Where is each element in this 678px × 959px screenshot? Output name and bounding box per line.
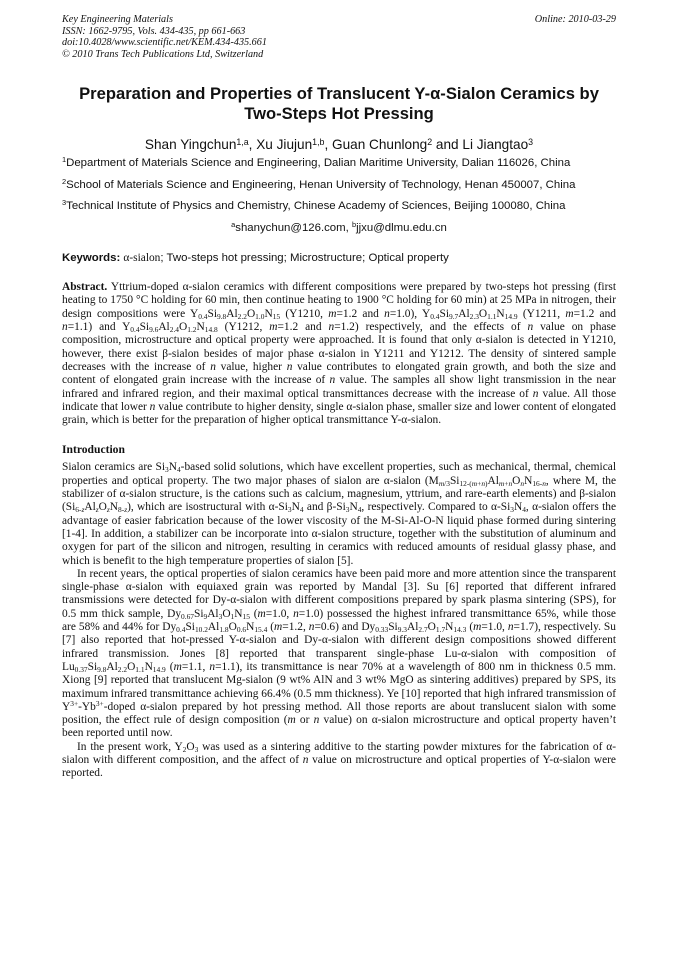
online-date: Online: 2010-03-29 [534, 14, 616, 25]
abstract-label: Abstract. [62, 281, 108, 294]
affiliation-2 [62, 176, 616, 192]
affiliation-3 [62, 197, 616, 213]
email-address[interactable]: jjxu@dlmu.edu.cn [356, 221, 447, 234]
author-affiliation-mark: 1,a [236, 136, 249, 147]
journal-copyright: © 2010 Trans Tech Publications Ltd, Switzerland [62, 48, 264, 60]
journal-name: Key Engineering Materials [62, 14, 173, 25]
author-affiliation-mark: 1,b [312, 136, 325, 147]
email-address[interactable]: shanychun@126.com [235, 221, 346, 234]
author-emails: $^a$shanychun@126.com, $^b$jjxu@dlmu.edu.cn [231, 219, 447, 234]
intro-paragraph-3: In the present work, $Y_2O_3$ was used as a sintering additive to the starting powder mixtures for the fabrication of α-sialon with different composition, and the affect of n value on microstructure and optical properties of Y-α-sialon were reported. [62, 740, 616, 780]
author-affiliation-mark: 3 [528, 136, 534, 147]
keywords-label: Keywords: [62, 252, 121, 265]
author-name: Xu Jiujun [256, 137, 313, 153]
journal-issn: ISSN: 1662-9795, Vols. 434-435, pp 661-663 [62, 25, 246, 37]
author-list [62, 136, 616, 153]
introduction-body [62, 461, 616, 780]
keywords [62, 251, 616, 265]
affiliations [62, 157, 616, 235]
paper-title [62, 84, 616, 124]
affiliation-1 [62, 157, 616, 170]
keywords-rest: ; Two-steps hot pressing; Microstructure; Optical property [160, 252, 449, 265]
email-mark: b [351, 219, 357, 229]
affiliation-number: 3 [62, 197, 67, 207]
affiliation-text: Technical Institute of Physics and Chemistry, Chinese Academy of Sciences, Beijing 100080, China [66, 199, 566, 212]
author-name: Li Jiangtao [462, 137, 529, 153]
author-name: Guan Chunlong [332, 137, 428, 153]
introduction-heading: Introduction [62, 443, 125, 457]
affiliation-number: 2 [62, 176, 67, 186]
email-mark: a [231, 219, 236, 229]
author-separator: and [432, 137, 463, 153]
paper-title-line-2: Two-Steps Hot Pressing [244, 104, 434, 124]
journal-doi: doi:10.4028/www.scientific.net/KEM.434-435.661 [62, 37, 267, 49]
intro-paragraph-1: Sialon ceramics are $Si_3N_4$-based solid solutions, which have excellent properties, such as mechanical, thermal, chemical properties and optical property. The two major phases of sialon are α-sialon ($M_{m/3}Si_{12-(m+n)}Al_{m+n}O_nN_{16-n}$, where M, the stabilizer of α-sialon structure, is the cations such as calcium, magnesium, yttrium, and rare-earth elements) and β-sialon $(Si_{6-z}Al_zO_zN_{8-z})$, which are isostructural with $\alpha-Si_3N_4$ and $\beta-Si_3N_4$, respectively. Compared to $\alpha-Si_3N_4$, α-sialon offers the advantage of easier fabrication because of the lower viscosity of the M-Si-Al-O-N liquid phase formed during sintering [1-4]. In addition, a stabilizer can be incorporate into α-sialon structure, together with the substitution of aluminum and oxygen for part of the silicon and nitrogen, resulting in ceramics with reduced amounts of residual glassy phase, and which is benefit to the high temperature properties of sialon [5]. [62, 461, 616, 567]
abstract: Abstract. Yttrium-doped α-sialon ceramics with different compositions were prepared by two-steps hot pressing (first heating to 1750 °C holding for 60 min, then continue heating to 1900 °C holding for 60 min) at 25 MPa in nitrogen, their design compositions were $Y_{0.4}Si_{9.8}Al_{2.2}O_{1.0}N_{15}$ (Y1210, m=1.2 and n=1.0), $Y_{0.4}Si_{9.7}Al_{2.3}O_{1.1}N_{14.9}$ (Y1211, m=1.2 and n=1.1) and $Y_{0.4}Si_{9.6}Al_{2.4}O_{1.2}N_{14.8}$ (Y1212, m=1.2 and n=1.2) respectively, and the effects of n value on phase composition, microstructure and optical property were approached. It is found that only α-sialon is detected in Y1210, however, there exist β-sialon besides of major phase α-sialon in Y1211 and Y1212. The density of sintered sample decreases with the increase of n value, higher n value contributes to elongated grain growth, and both the size and content of elongated grain increase with the increase of n value. The samples all show light transmission in the near infrared and infrared region, and their maximal optical transmittances decrease with the increase of n value. All those indicate that lower n value contribute to higher density, single α-sialon phase, smaller size and lower content of elongated grain, which is better for the preparation of higher optical transmittance Y-α-sialon. [62, 281, 617, 427]
author-separator: , [248, 137, 257, 153]
paper-page [62, 14, 616, 781]
paper-title-line-1: Preparation and Properties of Translucent Y-α-Sialon Ceramics by [79, 84, 599, 104]
author-name: Shan Yingchun [144, 137, 237, 153]
affiliation-text: School of Materials Science and Engineering, Henan University of Technology, Henan 450007, China [66, 178, 576, 191]
author-affiliation-mark: 2 [427, 136, 433, 147]
intro-paragraph-2: In recent years, the optical properties of sialon ceramics have been paid more and more attention since the transparent single-phase α-sialon with equiaxed grain was reported by Mandal [3]. Su [6] reported that different infrared transmissions were detected for Dy-α-sialon with different compositions prepared by spark plasma sintering (SPS), for 0.5 mm thick sample, $Dy_{0.67}Si_9Al_3O_1N_{15}$ (m=1.0, n=1.0) possessed the highest infrared transmittance 65%, while those are 58% and 44% for $Dy_{0.4}Si_{10.2}Al_{1.8}O_{0.6}N_{15.4}$ (m=1.2, n=0.6) and $Dy_{0.33}Si_{9.3}Al_{2.7}O_{1.7}N_{14.3}$ (m=1.0, n=1.7), respectively. Su [7] also reported that hot-pressed Y-α-sialon and Dy-α-sialon with different design compositions showed different infrared transmission. Jones [8] reported that transparent single-phase Lu-α-sialon with composition of $Lu_{0.37}Si_{9.8}Al_{2.2}O_{1.1}N_{14.9}$ (m=1.1, n=1.1), its transmittance is near 70% at a wavelength of 800 nm in thickness 0.5 mm. Xiong [9] reported that translucent Mg-sialon (9 wt% AlN and 3 wt% MgO as sintering additives) prepared by SPS, its maximum infrared transmittance achieving 66.4% (0.5 mm thickness). Ye [10] reported that high infrared transmission of $Y^{3+}-Yb^{3+}$-doped α-sialon prepared by hot pressing method. All those reports are about translucent sialon with some position, the effect rule of design composition (m or n value) on α-sialon microstructure and optical property haven’t been reported until now. [62, 567, 616, 740]
affiliation-text: Department of Materials Science and Engineering, Dalian Maritime University, Dalian 116026, China [66, 157, 571, 170]
author-separator: , [324, 137, 332, 153]
keyword-alpha-sialon: α-sialon [123, 252, 161, 265]
journal-header [62, 14, 616, 60]
affiliation-number: 1 [62, 155, 67, 165]
